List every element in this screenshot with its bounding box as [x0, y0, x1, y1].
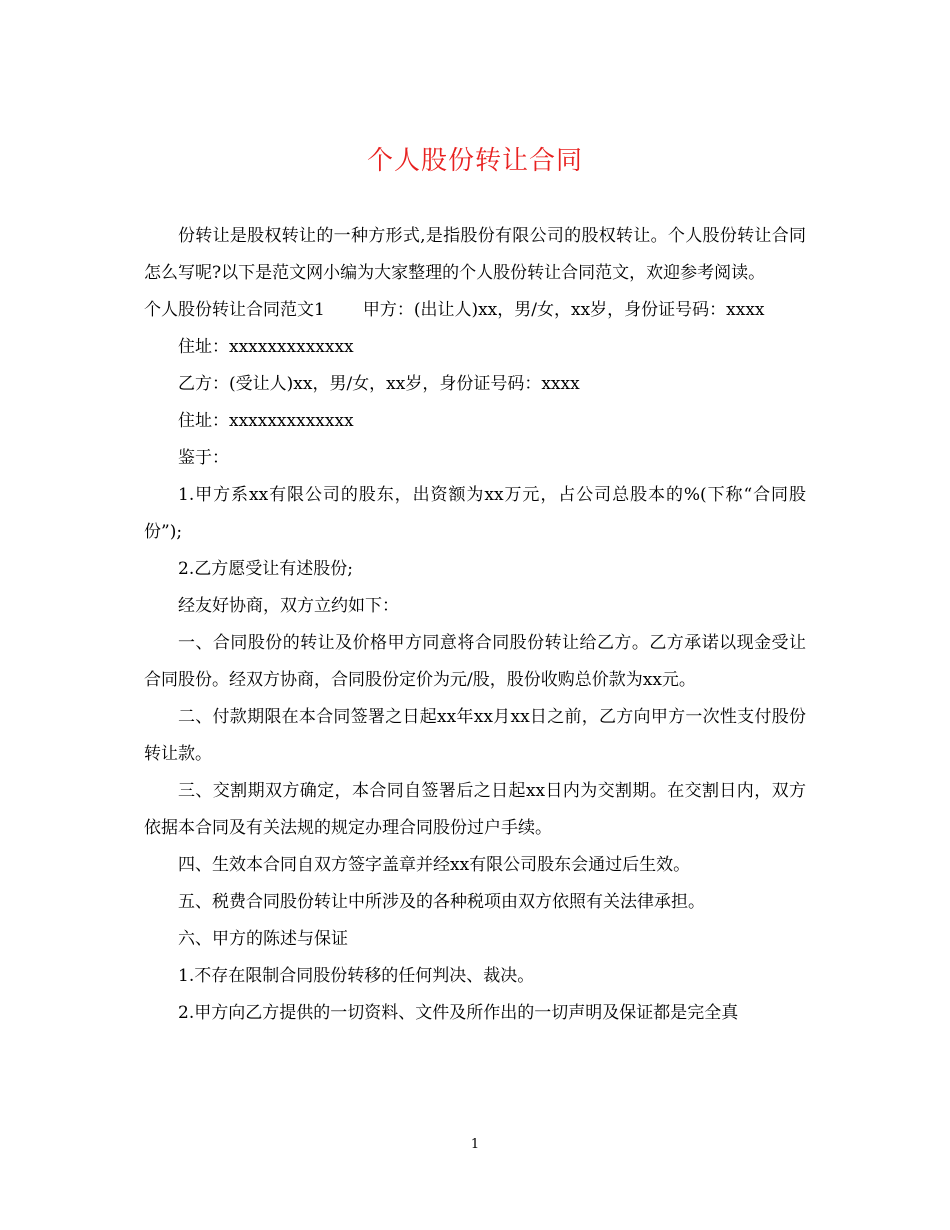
clause-5: 五、税费合同股份转让中所涉及的各种税项由双方依照有关法律承担。 — [178, 892, 705, 912]
clause-1: 一、合同股份的转让及价格甲方同意将合同股份转让给乙方。乙方承诺以现金受让合同股份。经双方协商，合同股份定价为元/股，股份收购总价款为xx元。 — [144, 633, 806, 690]
intro-paragraph: 份转让是股权转让的一种方形式,是指股份有限公司的股权转让。个人股份转让合同怎么写呢?以下是范文网小编为大家整理的个人股份转让合同范文，欢迎参考阅读。 — [144, 226, 806, 283]
sample-heading-line — [144, 292, 806, 329]
document-body — [144, 218, 806, 1032]
clause-6: 六、甲方的陈述与保证 — [178, 929, 348, 949]
whereas-heading: 鉴于： — [178, 448, 229, 468]
party-a: 甲方：(出让人)xx，男/女，xx岁，身份证号码：xxxx — [362, 300, 765, 320]
clause-6-item-2: 2.甲方向乙方提供的一切资料、文件及所作出的一切声明及保证都是完全真 — [178, 1003, 739, 1023]
party-b-address: 住址：xxxxxxxxxxxxx — [178, 411, 354, 431]
clause-4: 四、生效本合同自双方签字盖章并经xx有限公司股东会通过后生效。 — [178, 855, 691, 875]
document-title: 个人股份转让合同 — [366, 146, 583, 176]
clause-2: 二、付款期限在本合同签署之日起xx年xx月xx日之前，乙方向甲方一次性支付股份转让款。 — [144, 707, 806, 764]
clause-6-item-1: 1.不存在限制合同股份转移的任何判决、裁决。 — [178, 966, 535, 986]
clause-3: 三、交割期双方确定，本合同自签署后之日起xx日内为交割期。在交割日内，双方依据本合同及有关法规的规定办理合同股份过户手续。 — [144, 781, 806, 838]
whereas-item-2: 2.乙方愿受让有述股份; — [178, 559, 353, 579]
page-number: 1 — [470, 1137, 480, 1152]
party-b: 乙方：(受让人)xx，男/女，xx岁，身份证号码：xxxx — [178, 374, 580, 394]
whereas-item-1: 1.甲方系xx有限公司的股东，出资额为xx万元，占公司总股本的%(下称“合同股份”); — [144, 485, 806, 542]
agreement-intro: 经友好协商，双方立约如下： — [178, 596, 399, 616]
sample-heading: 个人股份转让合同范文1 — [144, 300, 325, 320]
party-a-address: 住址：xxxxxxxxxxxxx — [178, 337, 354, 357]
